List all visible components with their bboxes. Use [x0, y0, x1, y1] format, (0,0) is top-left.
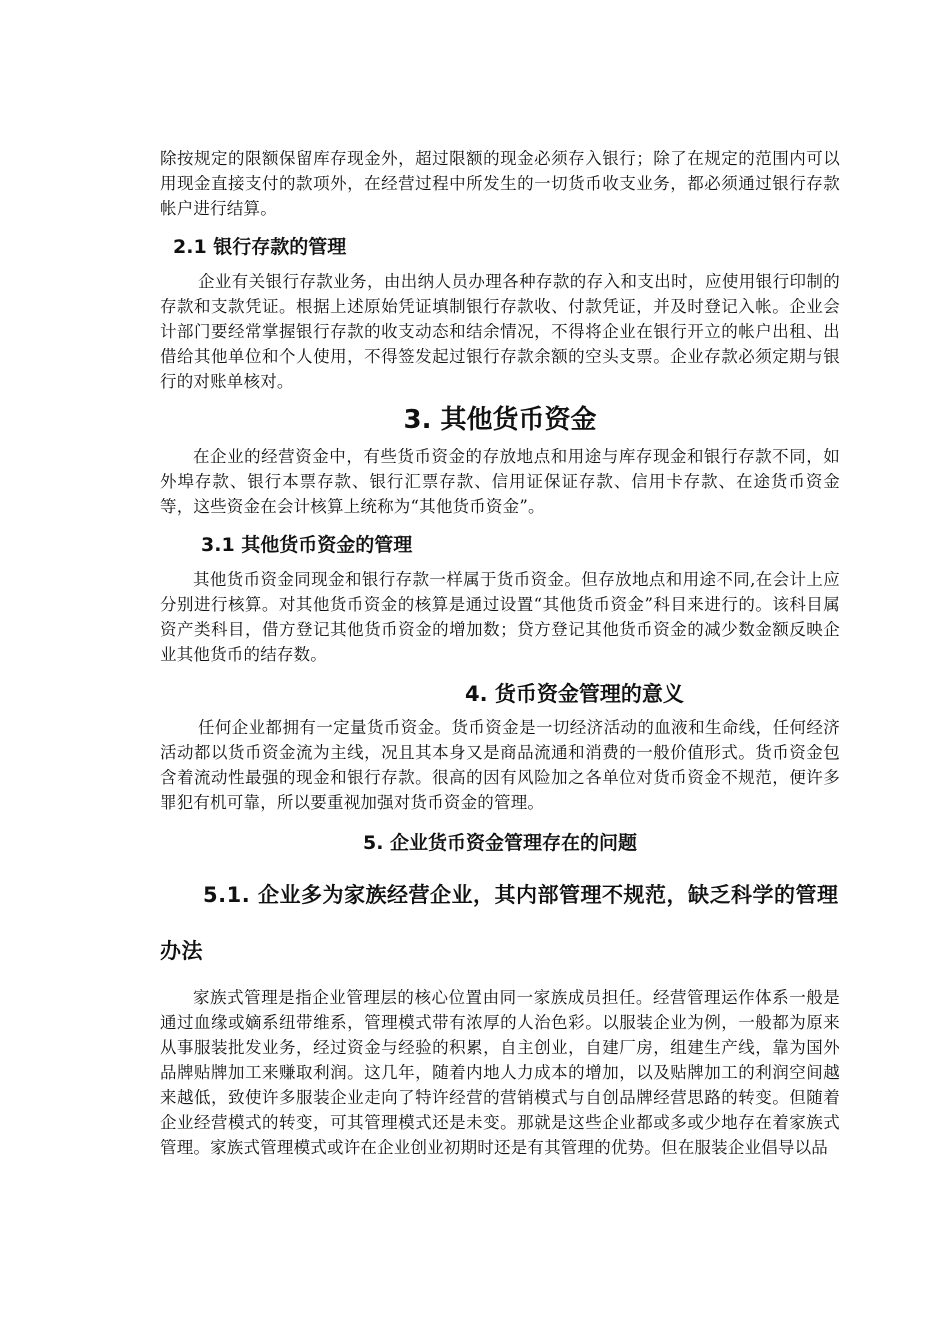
heading-3: 3. 其他货币资金	[403, 405, 597, 435]
paragraph-2-1: 企业有关银行存款业务，由出纳人员办理各种存款的存入和支出时，应使用银行印制的存款和支款凭证。根据上述原始凭证填制银行存款收、付款凭证，并及时登记入帐。企业会计部门要经常掌握银行存款的收支动态和结余情况，不得将企业在银行开立的帐户出租、出借给其他单位和个人使用，不得签发起过银行存款余额的空头支票。企业存款必须定期与银行的对账单核对。	[160, 272, 840, 391]
paragraph-4: 任何企业都拥有一定量货币资金。货币资金是一切经济活动的血液和生命线，任何经济活动都以货币资金流为主线，况且其本身又是商品流通和消费的一般价值形式。货币资金包含着流动性最强的现金和银行存款。很高的因有风险加之各单位对货币资金不规范，便许多罪犯有机可靠，所以要重视加强对货币资金的管理。	[160, 718, 840, 812]
paragraph-5-1: 家族式管理是指企业管理层的核心位置由同一家族成员担任。经营管理运作体系一般是通过血缘或嫡系纽带维系，管理模式带有浓厚的人治色彩。以服装企业为例，一般都为原来从事服装批发业务，经过资金与经验的积累，自主创业，自建厂房，组建生产线，靠为国外品牌贴牌加工来赚取利润。这几年，随着内地人力成本的增加，以及贴牌加工的利润空间越来越低，致使许多服装企业走向了特许经营的营销模式与自创品牌经营思路的转变。但随着企业经营模式的转变，可其管理模式还是未变。那就是这些企业都或多或少地存在着家族式管理。家族式管理模式或许在企业创业初期时还是有其管理的优势。但在服装企业倡导以品	[160, 988, 840, 1157]
heading-5: 5. 企业货币资金管理存在的问题	[362, 832, 638, 854]
paragraph-bank-settlement: 除按规定的限额保留库存现金外，超过限额的现金必须存入银行；除了在规定的范围内可以用现金直接支付的款项外，在经营过程中所发生的一切货币收支业务，都必须通过银行存款帐户进行结算。	[160, 149, 840, 218]
heading-5-1: 5.1. 企业多为家族经营企业，其内部管理不规范，缺乏科学的管理办法	[160, 883, 839, 963]
paragraph-3-1: 其他货币资金同现金和银行存款一样属于货币资金。但存放地点和用途不同,在会计上应分别进行核算。对其他货币资金的核算是通过设置“其他货币资金”科目来进行的。该科目属资产类科目，借方登记其他货币资金的增加数；贷方登记其他货币资金的减少数金额反映企业其他货币的结存数。	[160, 570, 840, 664]
heading-4: 4. 货币资金管理的意义	[465, 682, 684, 706]
paragraph-3: 在企业的经营资金中，有些货币资金的存放地点和用途与库存现金和银行存款不同，如外埠存款、银行本票存款、银行汇票存款、信用证保证存款、信用卡存款、在途货币资金等，这些资金在会计核算上统称为“其他货币资金”。	[160, 447, 840, 516]
document-page	[160, 146, 840, 1160]
heading-2-1: 2.1 银行存款的管理	[173, 236, 347, 258]
heading-3-1: 3.1 其他货币资金的管理	[201, 534, 413, 556]
